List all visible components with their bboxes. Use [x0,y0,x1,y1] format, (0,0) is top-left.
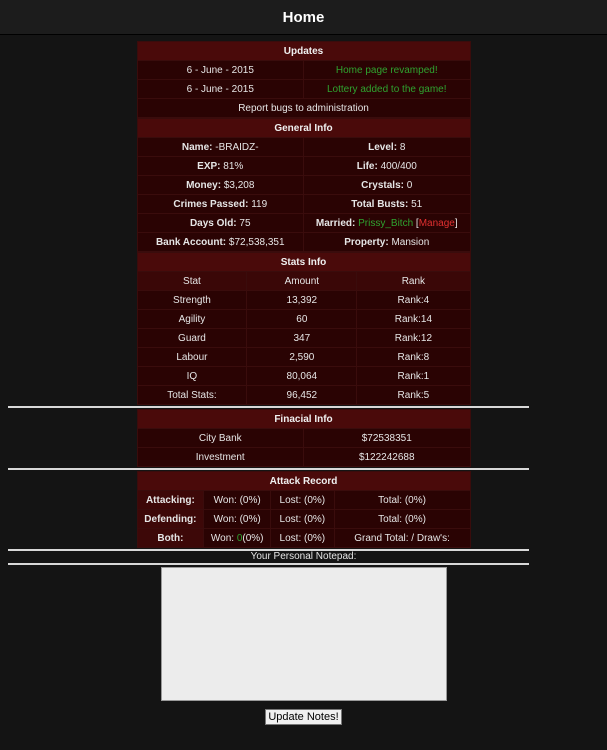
divider [8,406,529,408]
defending-lost: Lost: (0%) [271,510,334,528]
table-row [138,310,470,328]
property-label: Property: [344,236,389,248]
days-label: Days Old: [189,217,237,229]
both-won-value: 0 [236,532,243,544]
attacking-total: Total: (0%) [335,491,470,509]
exp-value: 81% [223,160,244,172]
fin-label: City Bank [138,429,304,447]
stat-rank: Rank:4 [357,291,469,309]
report-bugs-text: Report bugs to administration [138,99,470,117]
update-text: Lottery added to the game! [304,80,470,98]
table-row [138,510,470,528]
stat-rank: Rank:5 [357,386,469,404]
both-won-suffix: (0%) [242,532,264,544]
exp-label: EXP: [197,160,221,172]
life-value: 400/400 [380,160,417,172]
table-row [138,348,470,366]
crystals-row [304,176,470,194]
both-won-prefix: Won: [210,532,237,544]
update-date: 6 - June - 2015 [138,61,304,79]
table-row [138,329,470,347]
attacking-won: Won: (0%) [204,491,270,509]
fin-value: $122242688 [304,448,470,466]
attacking-lost: Lost: (0%) [271,491,334,509]
table-row [138,491,470,509]
attack-panel [137,471,471,548]
divider [8,563,529,565]
level-label: Level: [368,141,398,153]
married-label: Married: [315,217,356,229]
life-label: Life: [356,160,378,172]
money-row [138,176,304,194]
bank-label: Bank Account: [155,236,227,248]
stat-amount: 60 [247,310,356,328]
stat-name: Total Stats: [138,386,247,404]
level-value: 8 [399,141,406,153]
stat-name: IQ [138,367,247,385]
both-label: Both: [138,529,204,547]
updates-panel [137,41,471,405]
life-row [304,157,470,175]
attacking-label: Attacking: [138,491,204,509]
both-won [204,529,270,547]
stats-title: Stats Info [138,253,470,271]
update-notes-button[interactable]: Update Notes! [265,709,341,725]
days-row [138,214,304,232]
spouse-link[interactable]: Prissy_Bitch [358,217,414,229]
busts-value: 51 [411,198,423,210]
page-title: Home [282,8,325,26]
defending-label: Defending: [138,510,204,528]
days-value: 75 [239,217,251,229]
stat-amount: 13,392 [247,291,356,309]
stats-header-amount: Amount [247,272,356,290]
name-label: Name: [181,141,213,153]
crimes-label: Crimes Passed: [173,198,249,210]
fin-label: Investment [138,448,304,466]
name-value: -BRAIDZ- [215,141,259,153]
property-row [304,233,470,251]
updates-title: Updates [138,42,470,60]
defending-won: Won: (0%) [204,510,270,528]
table-row [138,448,470,466]
notepad-textarea[interactable] [161,567,447,701]
stat-amount: 96,452 [247,386,356,404]
stat-rank: Rank:8 [357,348,469,366]
name-row [138,138,304,156]
busts-row [304,195,470,213]
stat-name: Strength [138,291,247,309]
defending-total: Total: (0%) [335,510,470,528]
table-row [138,429,470,447]
stats-header-rank: Rank [357,272,469,290]
stat-name: Agility [138,310,247,328]
update-text: Home page revamped! [304,61,470,79]
stats-header-stat: Stat [138,272,247,290]
stat-rank: Rank:1 [357,367,469,385]
bank-value: $72,538,351 [228,236,285,248]
table-row [138,291,470,309]
crimes-row [138,195,304,213]
grand-total: Grand Total: / Draw's: [335,529,470,547]
financial-title: Finacial Info [138,410,470,428]
top-bar [0,0,607,35]
level-row [304,138,470,156]
bank-row [138,233,304,251]
exp-row [138,157,304,175]
both-lost: Lost: (0%) [271,529,334,547]
money-label: Money: [186,179,222,191]
busts-label: Total Busts: [351,198,409,210]
divider [8,468,529,470]
general-info-title: General Info [138,119,470,137]
notepad-label: Your Personal Notepad: [250,551,357,562]
update-date: 6 - June - 2015 [138,80,304,98]
financial-panel [137,409,471,467]
table-row [138,529,470,547]
money-value: $3,208 [223,179,255,191]
stat-rank: Rank:12 [357,329,469,347]
stat-name: Guard [138,329,247,347]
stat-rank: Rank:14 [357,310,469,328]
property-value: Mansion [391,236,430,248]
stat-name: Labour [138,348,247,366]
attack-title: Attack Record [138,472,470,490]
stats-table [137,252,471,405]
crystals-value: 0 [406,179,413,191]
married-row: Married: Prissy_Bitch [Manage] [304,214,470,232]
manage-link[interactable]: Manage [418,217,455,229]
stat-amount: 2,590 [247,348,356,366]
table-row [138,367,470,385]
crimes-value: 119 [251,198,268,210]
stat-amount: 80,064 [247,367,356,385]
crystals-label: Crystals: [361,179,404,191]
stat-amount: 347 [247,329,356,347]
table-row [138,386,470,404]
fin-value: $72538351 [304,429,470,447]
